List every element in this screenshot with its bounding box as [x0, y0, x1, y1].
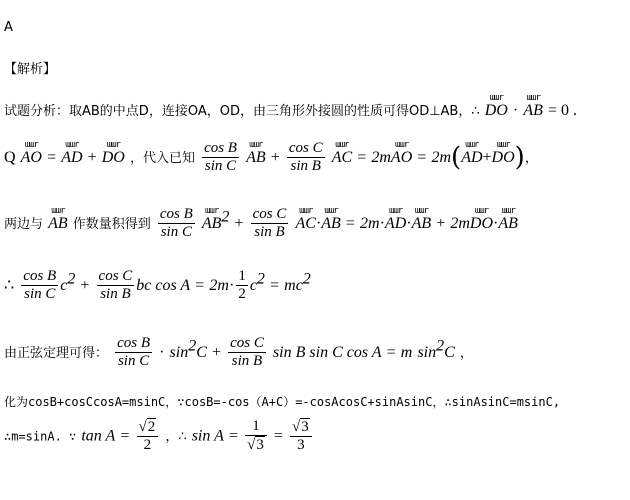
answer-label: A	[4, 20, 13, 35]
fraction-cosC-sinB: $\frac{\text{cos C}}{\text{sin B}}$	[288, 140, 323, 174]
solution-line-3: 两边与 ɯɯr AB 作数量积得到 $\frac{\text{cos B}}{\text{sin C}}$ ɯɯr $AB^2$ + $\frac{\text{cos C}}{\text{sin B}}$ ɯɯr AC· ɯɯr AB = 2m· ɯɯr AD· ɯɯr AB + 2m ɯɯr DO· ɯɯr AB	[4, 206, 518, 240]
solution-line-1: 试题分析：取AB的中点D，连接OA，OD，由三角形外接圆的性质可得OD⊥AB，∴ ɯɯr DO · ɯɯr AB = 0 .	[4, 93, 578, 119]
solution-line-5: 由正弦定理可得： $\frac{\text{cos B}}{\text{sin C}}$ · $\sin^2C$ + $\frac{\text{cos C}}{\text{sin B}}$ sin B sin C cos A = m $\sin^2C$ ，	[4, 335, 473, 369]
analysis-heading: 【解析】	[4, 62, 57, 77]
solution-line-7: ∴m=sinA. ∵ tan A = $\frac{√2}{2}$ ，∴ sin A = $\frac{1}{√3}$ = $\frac{√3}{3}$	[4, 418, 314, 454]
vector-AB: ɯɯr AB	[523, 93, 543, 119]
fraction-cosB-sinC: $\frac{\text{cos B}}{\text{sin C}}$	[204, 140, 237, 174]
solution-line-4: ∴ $\frac{\text{cos B}}{\text{sin C}}$ $c^2$ + $\frac{\text{cos C}}{\text{sin B}}$ bc cos A = 2m· $\frac{1}{2}$ $c^2 = mc^2$	[4, 268, 311, 302]
line1-text: 试题分析：取AB的中点D，连接OA，OD，由三角形外接圆的性质可得OD⊥AB，∴	[4, 104, 480, 119]
solution-line-2: Q ɯɯr AO = ɯɯr AD + ɯɯr DO ，代入已知 $\frac{\text{cos B}}{\text{sin C}}$ ɯɯr AB + $\frac{\text{cos C}}{\text{sin B}}$ ɯɯr AC = 2m ɯɯr AO = 2m( ɯɯr AD+ ɯɯr DO)，	[4, 140, 538, 174]
solution-line-6: 化为cosB+cosCcosA=msinC，∵cosB=-cos（A+C）=-cosAcosC+sinAsinC，∴sinAsinC=msinC,	[4, 395, 561, 409]
vector-DO: ɯɯr DO	[484, 93, 508, 119]
